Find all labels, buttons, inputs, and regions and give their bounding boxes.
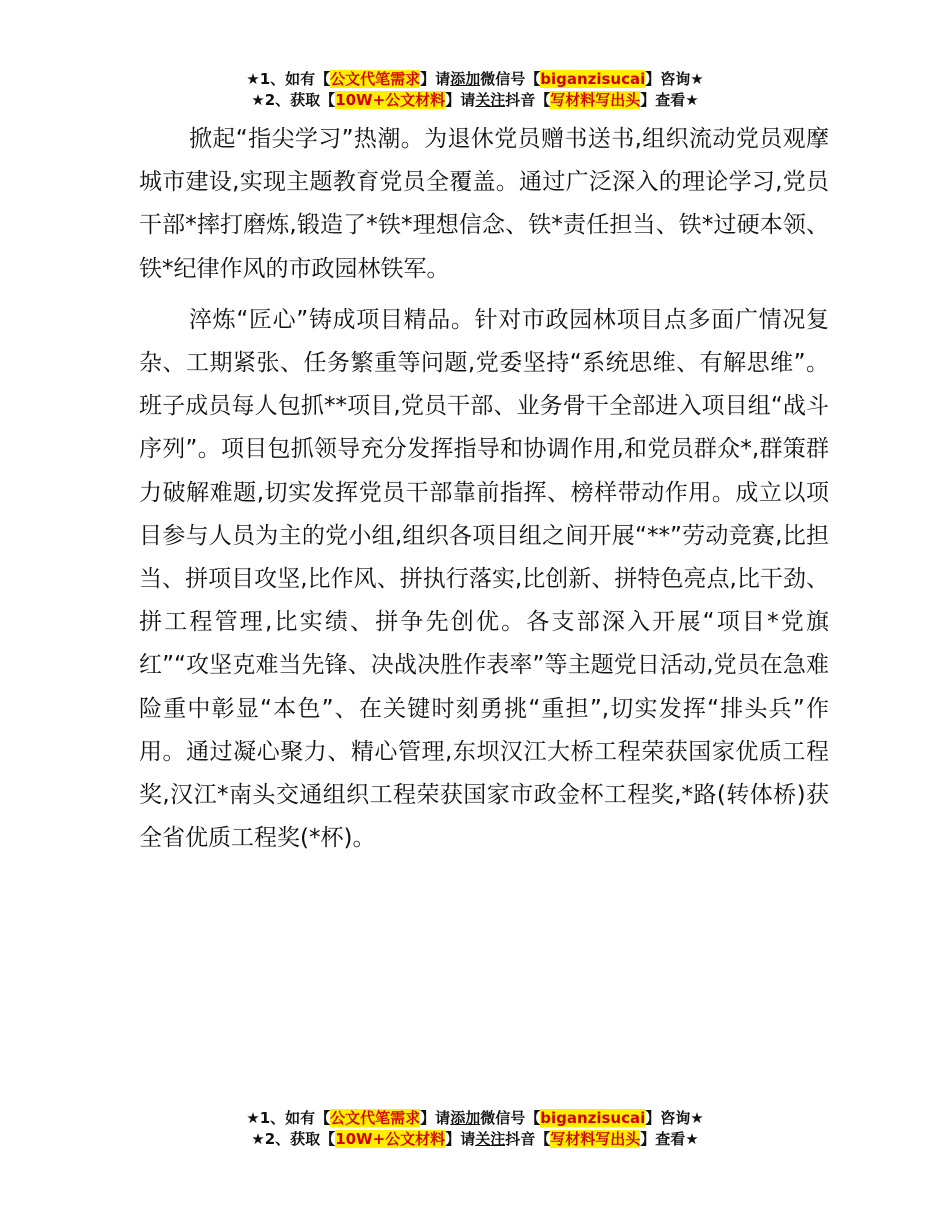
footer-banner bbox=[0, 1108, 950, 1150]
banner-text: 】查看★ bbox=[640, 91, 699, 109]
banner-line-1 bbox=[0, 69, 950, 90]
banner-text: 】请 bbox=[445, 91, 476, 109]
banner-text: ★2、获取【 bbox=[251, 1130, 336, 1148]
banner-text: 】咨询★ bbox=[645, 1109, 704, 1127]
banner-text: ★1、如有【 bbox=[246, 1109, 331, 1127]
banner-text: 】请 bbox=[420, 1109, 451, 1127]
banner-line-2 bbox=[0, 1129, 950, 1150]
banner-text: 】咨询★ bbox=[645, 70, 704, 88]
highlight-wechat-id: biganzisucai bbox=[540, 70, 646, 88]
banner-text: 抖音【 bbox=[505, 1130, 551, 1148]
banner-text: 微信号【 bbox=[480, 70, 541, 88]
paragraph-1: 掀起“指尖学习”热潮。为退休党员赠书送书,组织流动党员观摩城市建设,实现主题教育党员全覆盖。通过广泛深入的理论学习,党员干部*摔打磨炼,锻造了*铁*理想信念、铁*责任担当、铁*过硬本领、铁*纪律作风的市政园林铁军。 bbox=[139, 126, 829, 282]
banner-emphasis: 关注 bbox=[475, 91, 506, 109]
highlight-wechat-id: biganzisucai bbox=[540, 1109, 646, 1127]
banner-text: ★2、获取【 bbox=[251, 91, 336, 109]
banner-text: 】请 bbox=[420, 70, 451, 88]
banner-text: 】查看★ bbox=[640, 1130, 699, 1148]
banner-text: 】请 bbox=[445, 1130, 476, 1148]
banner-line-1 bbox=[0, 1108, 950, 1129]
document-body bbox=[139, 118, 829, 860]
highlight-douyin-account: 写材料写出头 bbox=[550, 1130, 641, 1148]
highlight-service: 公文代笔需求 bbox=[330, 1109, 421, 1127]
banner-text: 微信号【 bbox=[480, 1109, 541, 1127]
banner-emphasis: 添加 bbox=[450, 70, 481, 88]
banner-line-2 bbox=[0, 90, 950, 111]
banner-text: 抖音【 bbox=[505, 91, 551, 109]
highlight-materials: 10W+公文材料 bbox=[335, 91, 446, 109]
banner-emphasis: 添加 bbox=[450, 1109, 481, 1127]
highlight-service: 公文代笔需求 bbox=[330, 70, 421, 88]
highlight-douyin-account: 写材料写出头 bbox=[550, 91, 641, 109]
paragraph-2: 淬炼“匠心”铸成项目精品。针对市政园林项目点多面广情况复杂、工期紧张、任务繁重等问题,党委坚持“系统思维、有解思维”。班子成员每人包抓**项目,党员干部、业务骨干全部进入项目组“战斗序列”。项目包抓领导充分发挥指导和协调作用,和党员群众*,群策群力破解难题,切实发挥党员干部靠前指挥、榜样带动作用。成立以项目参与人员为主的党小组,组织各项目组之间开展“**”劳动竞赛,比担当、拼项目攻坚,比作风、拼执行落实,比创新、拼特色亮点,比干劲、拼工程管理,比实绩、拼争先创优。各支部深入开展“项目*党旗红”“攻坚克难当先锋、决战决胜作表率”等主题党日活动,党员在急难险重中彰显“本色”、在关键时刻勇挑“重担”,切实发挥“排头兵”作用。通过凝心聚力、精心管理,东坝汉江大桥工程荣获国家优质工程奖,汉江*南头交通组织工程荣获国家市政金杯工程奖,*路(转体桥)获全省优质工程奖(*杯)。 bbox=[139, 306, 829, 852]
banner-emphasis: 关注 bbox=[475, 1130, 506, 1148]
header-banner bbox=[0, 69, 950, 111]
banner-text: ★1、如有【 bbox=[246, 70, 331, 88]
highlight-materials: 10W+公文材料 bbox=[335, 1130, 446, 1148]
